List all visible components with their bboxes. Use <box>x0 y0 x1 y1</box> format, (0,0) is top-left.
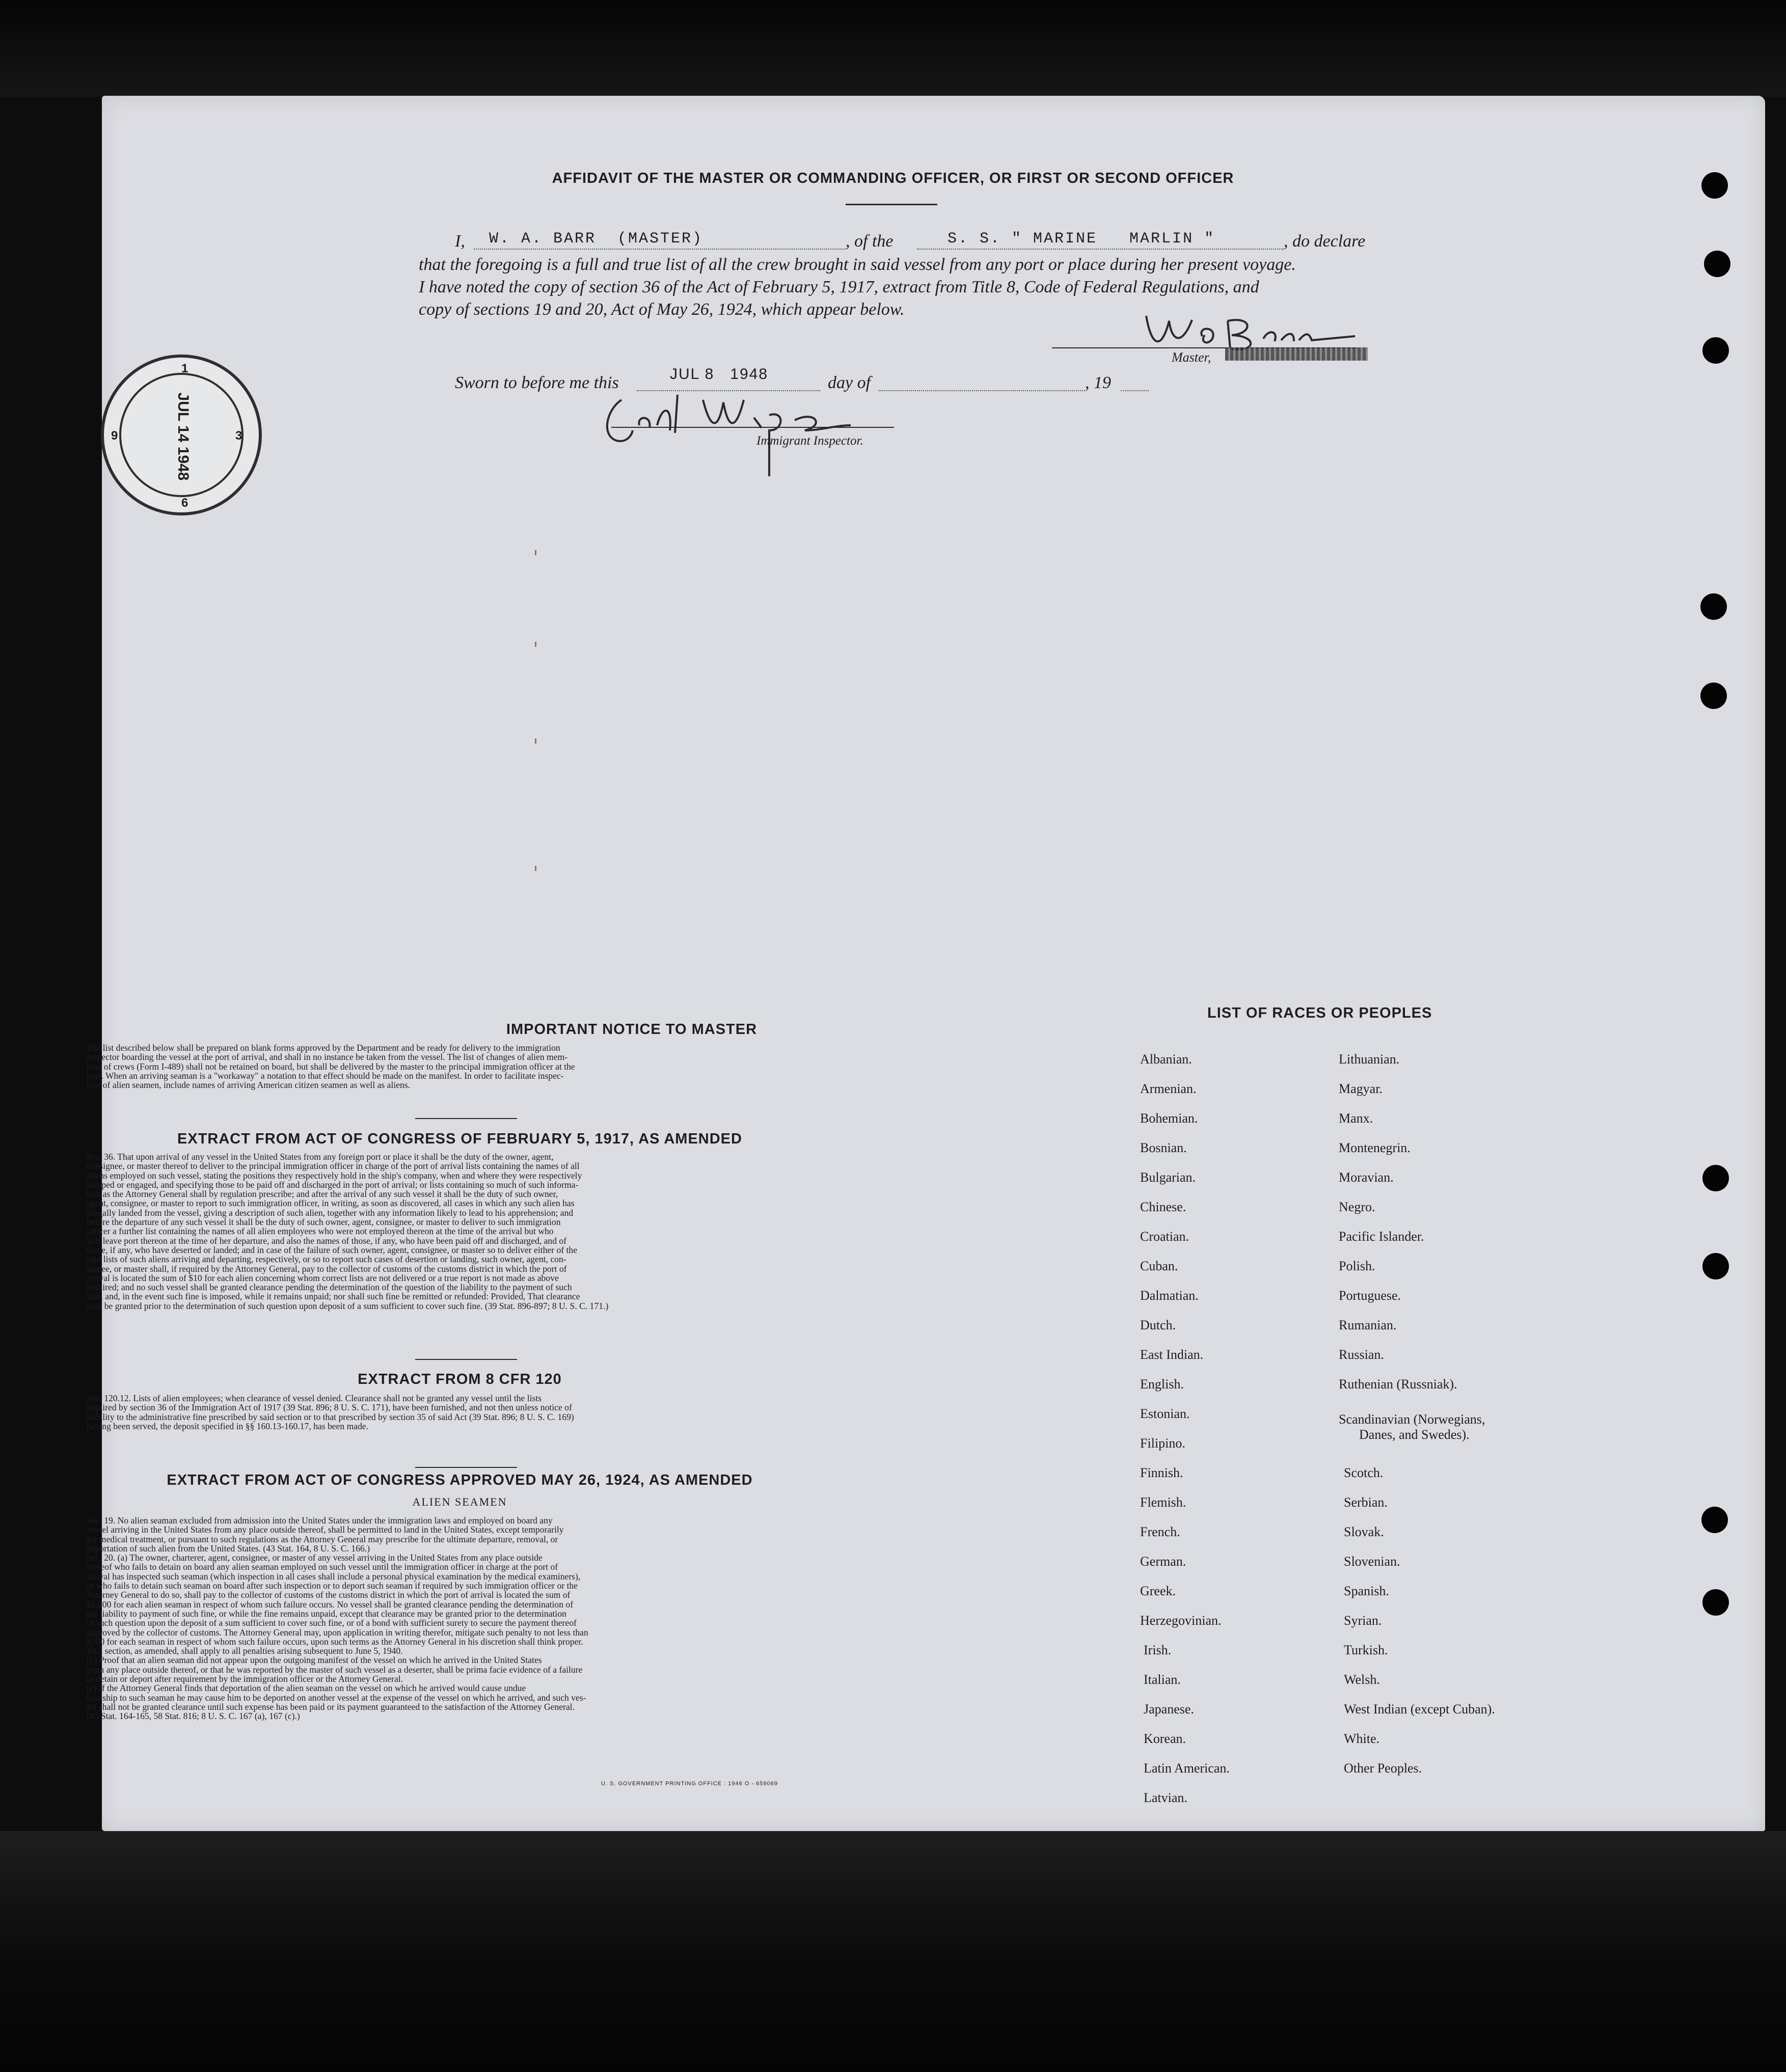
affidavit-line-2: that the foregoing is a full and true list of all the crew brought in said vessel from any port or place during her present voyage. <box>419 255 1296 274</box>
day-of-label: day of <box>828 373 871 392</box>
text-line: (43 Stat. 164-165, 58 Stat. 816; 8 U. S. C. 167 (a), 167 (c).) <box>87 1711 300 1722</box>
text-line: from any place outside thereof, or that he was reported by the master of such vessel as a deserter, shall be prima facie evidence of a failure <box>87 1664 583 1675</box>
title-rule <box>846 204 937 205</box>
race-item: Armenian. <box>1140 1081 1197 1096</box>
race-item: Scandinavian (Norwegians, <box>1339 1412 1485 1427</box>
race-item: Ruthenian (Russniak). <box>1339 1377 1457 1392</box>
of-the-label: , of the <box>846 232 894 251</box>
text-line: port. When an arriving seaman is a "workaway" a notation to that effect should be made on the manifest. In order to facilitate inspec- <box>87 1070 564 1081</box>
text-line: The list described below shall be prepared on blank forms approved by the Department and be ready for delivery to the immigration <box>87 1043 560 1053</box>
sworn-date-stamp: JUL 8 1948 <box>670 366 768 383</box>
race-item: Slovenian. <box>1344 1554 1400 1569</box>
margin-mark <box>535 739 536 744</box>
race-item: Cuban. <box>1140 1259 1178 1273</box>
text-line: shipped or engaged, and specifying those to be paid off and discharged in the port of arrival; or lists containing so much of such informa- <box>87 1179 579 1190</box>
race-item: Manx. <box>1339 1111 1373 1126</box>
text-line: tion as the Attorney General shall by regulation prescribe; and after the arrival of any such vessel it shall be the duty of such owner, <box>87 1189 558 1199</box>
vessel-fill-line <box>917 249 1284 250</box>
text-line: inspector boarding the vessel at the port of arrival, and shall in no instance be taken from the vessel. The list of changes of alien mem- <box>87 1052 568 1062</box>
race-item: Latvian. <box>1144 1790 1187 1805</box>
affidavit-line-3: I have noted the copy of section 36 of the Act of February 5, 1917, extract from Title 8, Code of Federal Regulations, and <box>419 278 1259 296</box>
text-line: consignee, or master thereof to deliver to the principal immigration officer in charge of the port of arrival lists containing the names of all <box>87 1161 580 1171</box>
text-line: arrival is located the sum of $10 for each alien concerning whom correct lists are not delivered or a true report is not made as above <box>87 1272 559 1283</box>
stamp-number: 9 <box>111 429 118 443</box>
race-item: Turkish. <box>1344 1643 1388 1657</box>
race-item: Japanese. <box>1144 1702 1194 1716</box>
race-item: Estonian. <box>1140 1406 1190 1421</box>
inspector-signature-line <box>611 427 894 428</box>
punch-hole <box>1702 1165 1729 1191</box>
text-line: (c) If the Attorney General finds that deportation of the alien seaman on the vessel on which he arrived would cause undue <box>87 1683 526 1694</box>
race-item: Danes, and Swedes). <box>1359 1427 1470 1442</box>
punch-hole <box>1702 1589 1729 1616</box>
race-item: Italian. <box>1144 1672 1181 1687</box>
name-fill-line <box>474 249 846 250</box>
race-item: Bosnian. <box>1140 1140 1187 1155</box>
text-line: arrival has inspected such seaman (which inspection in all cases shall include a personal physical examination by the medical examiners), <box>87 1571 581 1582</box>
extract-8cfr-text <box>87 1394 833 1431</box>
text-line: bers of crews (Form I-489) shall not be retained on board, but shall be delivered by the master to the principal immigration officer at the <box>87 1061 575 1072</box>
race-item: Herzegovinian. <box>1140 1613 1222 1628</box>
races-title: LIST OF RACES OR PEOPLES <box>1207 1005 1432 1021</box>
race-item: Lithuanian. <box>1339 1052 1400 1067</box>
text-line: Sec. 19. No alien seaman excluded from admission into the United States under the immigration laws and employed on board any <box>87 1515 553 1525</box>
section-divider <box>415 1467 517 1468</box>
text-line: hardship to such seaman he may cause him to be deported on another vessel at the expense of the vessel on which he arrived, and such ves- <box>87 1692 586 1703</box>
text-line: those, if any, who have deserted or landed; and in case of the failure of such owner, agent, consignee, or master so to deliver either of the <box>87 1244 578 1255</box>
printer-imprint: U. S. GOVERNMENT PRINTING OFFICE : 1946 O - 659069 <box>601 1781 778 1787</box>
text-line: approved by the collector of customs. The Attorney General may, upon application in writing therefor, mitigate such penalty to not less than <box>87 1627 588 1638</box>
race-item: Irish. <box>1144 1643 1172 1657</box>
text-line: This section, as amended, shall apply to all penalties arising subsequent to June 5, 1940. <box>87 1646 403 1656</box>
text-line: for medical treatment, or pursuant to such regulations as the Attorney General may prescribe for the ultimate departure, removal, or <box>87 1534 558 1544</box>
race-item: East Indian. <box>1140 1347 1204 1362</box>
text-line: Attorney General to do so, shall pay to the collector of customs of the customs district in which the port of arrival is located the sum of <box>87 1590 571 1600</box>
race-item: Filipino. <box>1140 1436 1185 1451</box>
stamp-number: 1 <box>181 362 188 375</box>
race-item: Slovak. <box>1344 1524 1384 1539</box>
master-name-typed: W. A. BARR (MASTER) <box>489 230 703 248</box>
race-item: Portuguese. <box>1339 1288 1401 1303</box>
extract-1917-text <box>87 1152 833 1311</box>
race-item: Korean. <box>1144 1731 1186 1746</box>
race-item: Polish. <box>1339 1259 1375 1273</box>
immigration-stamp <box>101 355 262 515</box>
text-line: thereof who fails to detain on board any alien seaman employed on such vessel until the immigration officer in charge at the port of <box>87 1562 558 1572</box>
scan-background-top <box>0 0 1786 97</box>
text-line: aliens employed on such vessel, stating the positions they respectively hold in the ship's company, when and where they were respectively <box>87 1170 582 1181</box>
extract-8cfr-title: EXTRACT FROM 8 CFR 120 <box>358 1371 562 1387</box>
sworn-label: Sworn to before me this <box>455 373 619 392</box>
race-item: Montenegrin. <box>1339 1140 1411 1155</box>
margin-mark <box>535 550 536 555</box>
text-line: vessel arriving in the United States from any place outside thereof, shall be permitted to land in the United States, except temporarily <box>87 1524 564 1535</box>
scan-background-bottom <box>0 1831 1786 2072</box>
extract-1924-text <box>87 1516 833 1721</box>
race-item: Finnish. <box>1140 1465 1183 1480</box>
race-item: German. <box>1140 1554 1186 1569</box>
text-line: signee, or master shall, if required by the Attorney General, pay to the collector of customs of the customs district in which the port of <box>87 1263 567 1274</box>
race-item: Bohemian. <box>1140 1111 1198 1126</box>
vessel-name-typed: S. S. " MARINE MARLIN " <box>948 230 1215 248</box>
affidavit-title: AFFIDAVIT OF THE MASTER OR COMMANDING OFFICER, OR FIRST OR SECOND OFFICER <box>552 170 1234 186</box>
race-item: Bulgarian. <box>1140 1170 1196 1185</box>
race-item: Latin American. <box>1144 1761 1230 1776</box>
punch-hole <box>1701 1507 1728 1533</box>
race-item: Spanish. <box>1344 1584 1389 1598</box>
race-item: Chinese. <box>1140 1199 1186 1214</box>
text-line: said lists of such aliens arriving and departing, respectively, or so to report such cases of desertion or landing, such owner, agent, con- <box>87 1254 566 1265</box>
extract-1924-subtitle: ALIEN SEAMEN <box>412 1495 507 1508</box>
race-item: Magyar. <box>1339 1081 1383 1096</box>
race-item: Albanian. <box>1140 1052 1192 1067</box>
inspector-label: Immigrant Inspector. <box>756 434 863 448</box>
text-line: illegally landed from the vessel, giving a description of such alien, together with any information likely to lead to his apprehension; and <box>87 1207 574 1218</box>
stamp-number: 3 <box>235 429 242 443</box>
year-prefix-label: , 19 <box>1085 373 1111 392</box>
text-line: before the departure of any such vessel it shall be the duty of such owner, agent, consignee, or master to deliver to such immigration <box>87 1217 561 1228</box>
race-item: Syrian. <box>1344 1613 1382 1628</box>
margin-mark <box>535 642 536 647</box>
notice-text <box>87 1043 833 1089</box>
race-item: Scotch. <box>1344 1465 1384 1480</box>
section-divider <box>415 1118 517 1119</box>
affidavit-prefix: I, <box>455 232 465 251</box>
text-line: to detain or deport after requirement by the immigration officer or the Attorney General. <box>87 1674 403 1684</box>
stamp-number: 6 <box>181 496 188 510</box>
text-line: required by section 36 of the Immigration Act of 1917 (39 Stat. 896; 8 U. S. C. 171), have been furnished, and not then unless notice of <box>87 1402 572 1413</box>
text-line: having been served, the deposit specified in §§ 160.13-160.17, has been made. <box>87 1421 369 1431</box>
race-item: Flemish. <box>1140 1495 1186 1510</box>
master-label: Master, <box>1172 350 1211 365</box>
text-line: tion of alien seamen, include names of arriving American citizen seamen as well as aliens. <box>87 1080 411 1090</box>
race-item: West Indian (except Cuban). <box>1344 1702 1495 1716</box>
year-fill-line <box>1121 390 1149 391</box>
race-item: Russian. <box>1339 1347 1384 1362</box>
text-line: required; and no such vessel shall be granted clearance pending the determination of the question of the liability to the payment of such <box>87 1282 572 1293</box>
text-line: fine, and, in the event such fine is imposed, while it remains unpaid; nor shall such fine be remitted or refunded: Provided, That clearance <box>87 1291 580 1302</box>
text-line: agent, consignee, or master to report to such immigration officer, in writing, as soon as discovered, all cases in which any such alien has <box>87 1198 575 1209</box>
margin-mark <box>535 866 536 871</box>
text-line: may be granted prior to the determination of such question upon deposit of a sum sufficient to cover such fine. (39 Stat. 896-897; 8 U. S. C. 171.) <box>87 1300 609 1311</box>
punch-hole <box>1704 251 1730 277</box>
affidavit-line-4: copy of sections 19 and 20, Act of May 26, 1924, which appear below. <box>419 300 905 319</box>
race-item: Dalmatian. <box>1140 1288 1199 1303</box>
race-item: Serbian. <box>1344 1495 1388 1510</box>
race-item: White. <box>1344 1731 1380 1746</box>
text-line: officer a further list containing the names of all alien employees who were not employed thereon at the time of the arrival but who <box>87 1226 554 1237</box>
text-line: $1,000 for each alien seaman in respect of whom such failure occurs. No vessel shall be granted clearance pending the determination of <box>87 1599 574 1610</box>
punch-hole <box>1700 683 1727 709</box>
race-item: French. <box>1140 1524 1180 1539</box>
text-line: sel shall not be granted clearance until such expense has been paid or its payment guaranteed to the satisfaction of the Attorney General. <box>87 1701 575 1712</box>
punch-hole <box>1702 1253 1729 1279</box>
text-line: (b) Proof that an alien seaman did not appear upon the outgoing manifest of the vessel on which he arrived in the United States <box>87 1655 542 1666</box>
text-line: the liability to payment of such fine, or while the fine remains unpaid, except that clearance may be granted prior to the determination <box>87 1608 566 1619</box>
month-fill-line <box>879 390 1085 391</box>
race-item: English. <box>1140 1377 1184 1392</box>
section-divider <box>415 1359 517 1360</box>
text-line: of such question upon the deposit of a sum sufficient to cover such fine, or of a bond with sufficient surety to secure the payment thereof <box>87 1618 577 1628</box>
text-line: $200 for each seaman in respect of whom such failure occurs, upon such terms as the Attorney General in his discretion shall think proper. <box>87 1636 583 1647</box>
text-line: Sec. 20. (a) The owner, charterer, agent, consignee, or master of any vessel arriving in the United States from any place outside <box>87 1552 543 1563</box>
race-item: Rumanian. <box>1339 1318 1397 1332</box>
race-item: Welsh. <box>1344 1672 1380 1687</box>
text-line: deportation of such alien from the United States. (43 Stat. 164, 8 U. S. C. 166.) <box>87 1543 370 1553</box>
text-line: will leave port thereon at the time of her departure, and also the names of those, if any, who have been paid off and discharged, and of <box>87 1235 567 1246</box>
struck-title-text <box>1225 347 1368 361</box>
text-line: Sec. 120.12. Lists of alien employees; when clearance of vessel denied. Clearance shall not be granted any vessel until the lists <box>87 1393 542 1403</box>
text-line: or who fails to detain such seaman on board after such inspection or to deport such seaman if required by such immigration officer or the <box>87 1580 578 1591</box>
race-item: Greek. <box>1140 1584 1176 1598</box>
race-item: Dutch. <box>1140 1318 1176 1332</box>
race-item: Moravian. <box>1339 1170 1394 1185</box>
race-item: Croatian. <box>1140 1229 1189 1244</box>
race-item: Other Peoples. <box>1344 1761 1422 1776</box>
notice-title: IMPORTANT NOTICE TO MASTER <box>506 1021 757 1038</box>
punch-hole <box>1702 337 1729 364</box>
race-item: Pacific Islander. <box>1339 1229 1424 1244</box>
stamp-date: JUL 14 1948 <box>175 392 192 481</box>
text-line: Sec. 36. That upon arrival of any vessel in the United States from any foreign port or place it shall be the duty of the owner, agent, <box>87 1152 554 1162</box>
do-declare-label: , do declare <box>1284 232 1366 251</box>
text-line: liability to the administrative fine prescribed by said section or to that prescribed by section 35 of said Act (39 Stat. 896; 8 U. S. C. 169) <box>87 1411 574 1422</box>
punch-hole <box>1700 593 1727 620</box>
race-item: Negro. <box>1339 1199 1375 1214</box>
extract-1917-title: EXTRACT FROM ACT OF CONGRESS OF FEBRUARY 5, 1917, AS AMENDED <box>177 1131 742 1147</box>
extract-1924-title: EXTRACT FROM ACT OF CONGRESS APPROVED MAY 26, 1924, AS AMENDED <box>167 1472 753 1488</box>
